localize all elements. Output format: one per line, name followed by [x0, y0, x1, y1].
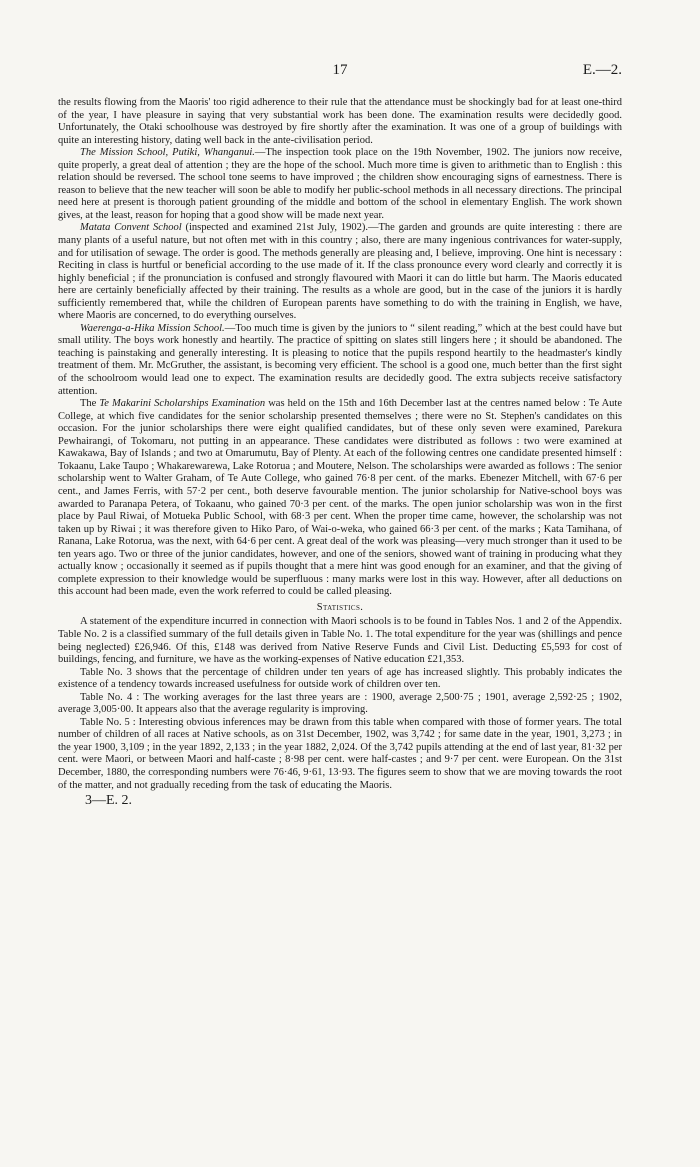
signature-mark: 3—E. 2.: [85, 793, 133, 809]
paragraph-text: Table No. 3 shows that the percentage of children under ten years of age has increased slightly. This probably indicates the existence of a tendency towards increased usefulness for outside work of children over ten.: [58, 666, 622, 691]
paragraph-text: was held on the 15th and 16th December last at the centres named below : Te Aute College, at which five candidates for the senior scholarship presented themselves ; there were no St. Stephen's candidates on this occasion. For the junior scholarships there were eight qualified candidates, but of these only seven were examined, Parekura Pewhairangi, of Tokomaru, not putting in an appearance. These candidates were distributed as follows : two were examined at Kawakawa, Bay of Islands ; and two at Omarumutu, Bay of Plenty. At each of the following centres one candidate presented himself : Tokaanu, Lake Taupo ; Whakarewarewa, Lake Rotorua ; and Moutere, Nelson. The scholarships were awarded as follows : The senior scholarship went to Walter Graham, of Te Aute College, who gained 76·8 per cent. of the marks. Ebenezer Mitchell, with 67·6 per cent., and James Ferris, with 57·2 per cent., both deserve favourable mention. The junior scholarship for Native-school boys was awarded to Paranapa Petera, of Tokaanu, who gained 70·3 per cent. of the marks. The open junior scholarship was won in the first place by Paul Riwai, of Motueka Public School, with 68·3 per cent. When the proper time came, however, the scholarship was not taken up by Riwai ; it was therefore given to Hiko Paro, of Wai-o-weka, who gained 66·3 per cent. of the marks ; Kata Tamihana, of Ranana, Lake Rotorua, was the next, with 64·6 per cent. A great deal of the work was pleasing—very much stronger than it used to be ten years ago. Two or three of the junior candidates, however, and one of the seniors, showed want of training in producing what they actually know ; occasionally it seemed as if pupils thought that a mere hint was good enough for an examiner, and that the giving of complete expression to their knowledge would be superfluous : many marks were lost in this way. However, after all deductions on this account had been made, even the work referred to could be called pleasing.: [58, 398, 623, 598]
paragraph-text: Table No. 5 : Interesting obvious inferences may be drawn from this table when compared with those of former years. The total number of children of all races at Native schools, as on 31st December, 1902, was 3,742 ; for same date in the year, 1901, 3,273 ; in the year 1900, 3,109 ; in the year 1892, 2,133 ; in the year 1882, 2,024. Of the 3,742 pupils attending at the end of last year, 81·32 per cent. were Maori, or between Maori and half-caste ; 8·98 per cent. were half-castes ; and 9·7 per cent. were European. On the 31st December, 1880, the corresponding numbers were 76·46, 9·61, 13·93. The figures seem to show that we are moving towards the root of the matter, and not gradually receding from the task of educating the Maoris.: [58, 716, 622, 791]
section-title: Matata Convent School: [80, 222, 182, 234]
paragraph-table-3: [58, 667, 622, 692]
paragraph-text: (inspected and examined 21st July, 1902).—The garden and grounds are quite interesting : there are many plants of a useful nature, but not often met with in this country ; also, there are many ingenious contrivances for water-supply, and for utilisation of sewage. The order is good. The methods generally are pleasing and, I believe, improving. One hint is necessary : Reciting in class is hurtful or beneficial according to the use made of it. If the class pronounce every word clearly and correctly it is highly beneficial ; if the pronunciation is confused and strongly flavoured with Maori it can do little but harm. The Maoris educated here are certainly beneficially affected by their training. The results as a whole are good, but in the case of the juniors it is hardly sufficiently remembered that, while the children of European parents have something to do with the training in English, we have, where Maoris are concerned, to do everything ourselves.: [58, 222, 622, 322]
page-header: [58, 62, 622, 82]
paragraph-text: A statement of the expenditure incurred in connection with Maori schools is to be found in Tables Nos. 1 and 2 of the Appendix. Table No. 2 is a classified summary of the full details given in Table No. 1. The total expenditure for the year was (shillings and pence being neglected) £26,946. Of this, £148 was derived from Native Reserve Funds and Civil List. Deducting £5,593 for cost of buildings, fencing, and furniture, we have as the working-expenses of Native education £21,353.: [58, 616, 622, 666]
paragraph-otaki: [58, 97, 622, 147]
paragraph-scholarships: [58, 398, 622, 599]
statistics-heading: Statistics.: [316, 601, 364, 613]
paragraph-table-4: [58, 692, 622, 717]
paragraph-text: —Too much time is given by the juniors to “ silent reading,” which at the best could have but small utility. The boys work honestly and heartily. The practice of spitting on slates still lingers here ; it should be abandoned. The teaching is painstaking and generally interesting. It is pleasing to notice that the pupils respond heartily to the headmaster's kindly treatment of them. Mr. McGruther, the assistant, is becoming very efficient. The school is a good one, much better than the first sight of the schoolroom would lead one to expect. The examination results are decidedly good. The extra subjects receive satisfactory attention.: [58, 322, 622, 397]
document-reference: E.—2.: [582, 62, 622, 78]
paragraph-lead: The: [80, 398, 100, 410]
paragraph-waerenga: [58, 323, 622, 398]
page-number: 17: [332, 62, 348, 78]
paragraph-expenditure: [58, 616, 622, 666]
section-title: Waerenga-a-Hika Mission School.: [80, 322, 225, 334]
paragraph-matata: [58, 222, 622, 322]
paragraph-text: Table No. 4 : The working averages for the last three years are : 1900, average 2,500·75 ; 1901, average 2,592·25 ; 1902, average 3,005·00. It appears also that the average regularity is improving.: [58, 691, 622, 716]
document-body: [58, 97, 622, 809]
section-title: Te Makarini Scholarships Examination: [99, 398, 266, 410]
paragraph-text: —The inspection took place on the 19th November, 1902. The juniors now receive, quite properly, a great deal of attention ; they are the hope of the school. Much more time is given to arithmetic than to English : this relation should be reversed. The school tone seems to have improved ; the children show encouraging signs of earnestness. There is reason to believe that the new teacher will soon be able to modify her public-school methods in all necessary directions. The principal need here at present is thorough patient grounding of the middle and bottom of the school in elementary English. The work shown gives, at the least, reason for hoping that a good show will be made next year.: [58, 147, 622, 221]
paragraph-putiki: [58, 147, 622, 222]
paragraph-text: the results flowing from the Maoris' too rigid adherence to their rule that the attendance must be shockingly bad for at least one-third of the year, I have pleasure in saying that very substantial work has been done. The examination results were decidedly good. Unfortunately, the Otaki schoolhouse was destroyed by fire shortly after the examination. It was one of a group of buildings with quite an interesting history, dating well back in the ante-civilisation period.: [58, 97, 622, 146]
section-title: The Mission School, Putiki, Whanganui.: [80, 147, 255, 159]
paragraph-table-5: [58, 717, 622, 792]
